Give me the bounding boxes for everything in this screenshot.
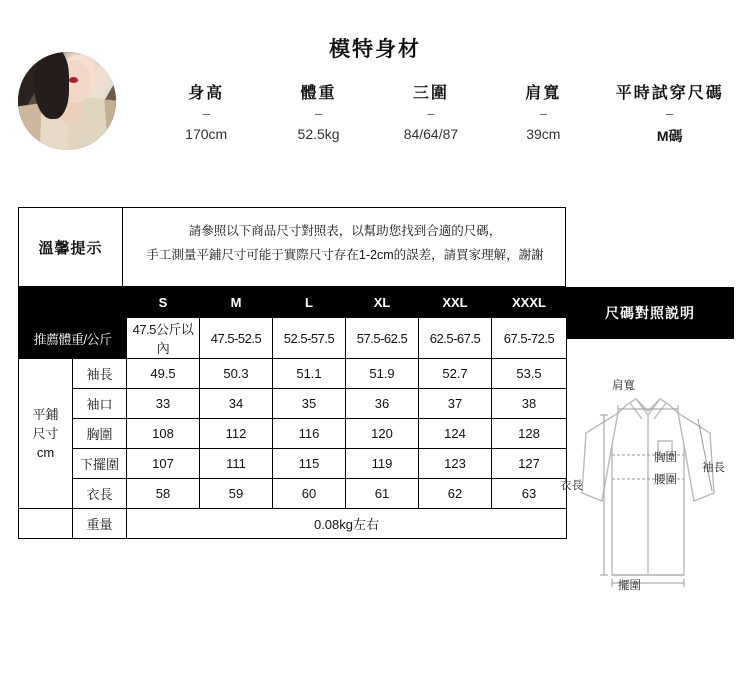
row-label-cuff: 袖口 <box>73 389 127 419</box>
cell-cuff-s: 33 <box>127 389 200 419</box>
recommended-weight-label: 推薦體重/公斤 <box>19 318 127 359</box>
cell-cuff-m: 34 <box>200 389 273 419</box>
cell-weight-value: 0.08kg左右 <box>127 509 567 539</box>
cell-chest-m: 112 <box>200 419 273 449</box>
flat-measure-side-label <box>19 359 73 509</box>
table-row-recommended-weight <box>19 318 567 359</box>
recommended-weight-l: 52.5-57.5 <box>273 318 346 359</box>
recommended-weight-xl: 57.5-62.5 <box>346 318 419 359</box>
measure-height <box>150 80 262 142</box>
header-size-xxxl: XXXL <box>492 288 567 318</box>
row-label-hem: 下擺圍 <box>73 449 127 479</box>
model-measurements <box>150 80 740 146</box>
photo-hair <box>34 52 69 119</box>
cell-body-length-xxl: 62 <box>419 479 492 509</box>
page-title: 模特身材 <box>329 38 421 61</box>
annotation-hem: 擺圍 <box>618 580 641 592</box>
cell-body-length-l: 60 <box>273 479 346 509</box>
model-photo <box>18 52 116 150</box>
measure-height-label: 身高 <box>188 85 225 102</box>
cell-hem-s: 107 <box>127 449 200 479</box>
cell-sleeve-length-xxl: 52.7 <box>419 359 492 389</box>
recommended-weight-s: 47.5公斤以內 <box>127 318 200 359</box>
row-label-weight: 重量 <box>73 509 127 539</box>
cell-hem-xxl: 123 <box>419 449 492 479</box>
cell-body-length-s: 58 <box>127 479 200 509</box>
row-label-sleeve-length: 袖長 <box>73 359 127 389</box>
annotation-sleeve: 袖長 <box>702 462 725 474</box>
header-size-xl: XL <box>346 288 419 318</box>
table-row <box>19 389 567 419</box>
cell-sleeve-length-l: 51.1 <box>273 359 346 389</box>
measure-weight <box>262 80 374 142</box>
header-size-m: M <box>200 288 273 318</box>
table-row-weight <box>19 509 567 539</box>
row-label-chest: 胸圍 <box>73 419 127 449</box>
cell-hem-xl: 119 <box>346 449 419 479</box>
table-row <box>19 449 567 479</box>
measure-weight-dash: – <box>314 106 323 121</box>
measure-three-circumference-value: 84/64/87 <box>403 126 459 142</box>
notice-text <box>123 208 565 286</box>
side-label-line-3: cm <box>36 445 55 460</box>
measure-three-circumference-label: 三圍 <box>412 85 449 102</box>
recommended-weight-xxxl: 67.5-72.5 <box>492 318 567 359</box>
cell-chest-l: 116 <box>273 419 346 449</box>
cell-hem-m: 111 <box>200 449 273 479</box>
cell-body-length-xxxl: 63 <box>492 479 567 509</box>
shirt-diagram <box>560 375 734 645</box>
table-header-row <box>19 288 567 318</box>
recommended-weight-m: 47.5-52.5 <box>200 318 273 359</box>
header-size-l: L <box>273 288 346 318</box>
annotation-length: 衣長 <box>560 480 583 492</box>
cell-cuff-l: 35 <box>273 389 346 419</box>
size-chart-table <box>18 287 567 539</box>
measure-height-dash: – <box>202 106 210 121</box>
notice-line-1: 請參照以下商品尺寸對照表，以幫助您找到合適的尺碼， <box>188 224 502 238</box>
cell-sleeve-length-s: 49.5 <box>127 359 200 389</box>
cell-cuff-xxxl: 38 <box>492 389 567 419</box>
weight-corner <box>19 509 73 539</box>
cell-hem-xxxl: 127 <box>492 449 567 479</box>
notice-label: 溫馨提示 <box>19 208 123 286</box>
cell-body-length-xl: 61 <box>346 479 419 509</box>
notice-line-2: 手工測量平鋪尺寸可能于實際尺寸存在1-2cm的誤差，請買家理解，謝謝 <box>146 248 544 262</box>
size-table-wrapper <box>18 287 566 539</box>
measure-shoulder-dash: – <box>539 106 547 121</box>
measure-weight-value: 52.5kg <box>297 126 340 142</box>
cell-body-length-m: 59 <box>200 479 273 509</box>
size-guide-panel <box>560 287 734 645</box>
cell-sleeve-length-xl: 51.9 <box>346 359 419 389</box>
recommended-weight-xxl: 62.5-67.5 <box>419 318 492 359</box>
measure-usual-size <box>600 80 740 146</box>
header-corner <box>19 288 127 318</box>
row-label-body-length: 衣長 <box>73 479 127 509</box>
cell-chest-s: 108 <box>127 419 200 449</box>
measure-height-value: 170cm <box>185 126 228 142</box>
measure-shoulder <box>487 80 599 142</box>
cell-cuff-xl: 36 <box>346 389 419 419</box>
annotation-shoulder: 肩寬 <box>612 380 635 392</box>
measure-shoulder-value: 39cm <box>526 126 561 142</box>
measure-three-circumference <box>375 80 487 142</box>
cell-cuff-xxl: 37 <box>419 389 492 419</box>
annotation-waist: 腰圍 <box>654 474 677 486</box>
header-size-s: S <box>127 288 200 318</box>
measure-three-circumference-dash: – <box>427 106 435 121</box>
table-row <box>19 419 567 449</box>
size-guide-title: 尺碼對照説明 <box>566 287 734 339</box>
measure-weight-label: 體重 <box>300 85 337 102</box>
table-row <box>19 479 567 509</box>
table-row <box>19 359 567 389</box>
cell-chest-xxl: 124 <box>419 419 492 449</box>
model-body-section <box>0 0 750 192</box>
side-label-line-2: 尺寸 <box>32 426 59 441</box>
cell-sleeve-length-xxxl: 53.5 <box>492 359 567 389</box>
cell-sleeve-length-m: 50.3 <box>200 359 273 389</box>
annotation-chest: 胸圍 <box>654 452 677 464</box>
cell-chest-xl: 120 <box>346 419 419 449</box>
header-size-xxl: XXL <box>419 288 492 318</box>
measure-shoulder-label: 肩寬 <box>525 85 562 102</box>
notice-box <box>18 207 566 287</box>
cell-chest-xxxl: 128 <box>492 419 567 449</box>
measure-usual-size-label: 平時試穿尺碼 <box>615 85 724 102</box>
measure-usual-size-dash: – <box>666 106 674 121</box>
side-label-line-1: 平鋪 <box>32 407 59 422</box>
cell-hem-l: 115 <box>273 449 346 479</box>
shirt-outline-svg <box>572 375 728 605</box>
measure-usual-size-value: M碼 <box>656 128 683 144</box>
